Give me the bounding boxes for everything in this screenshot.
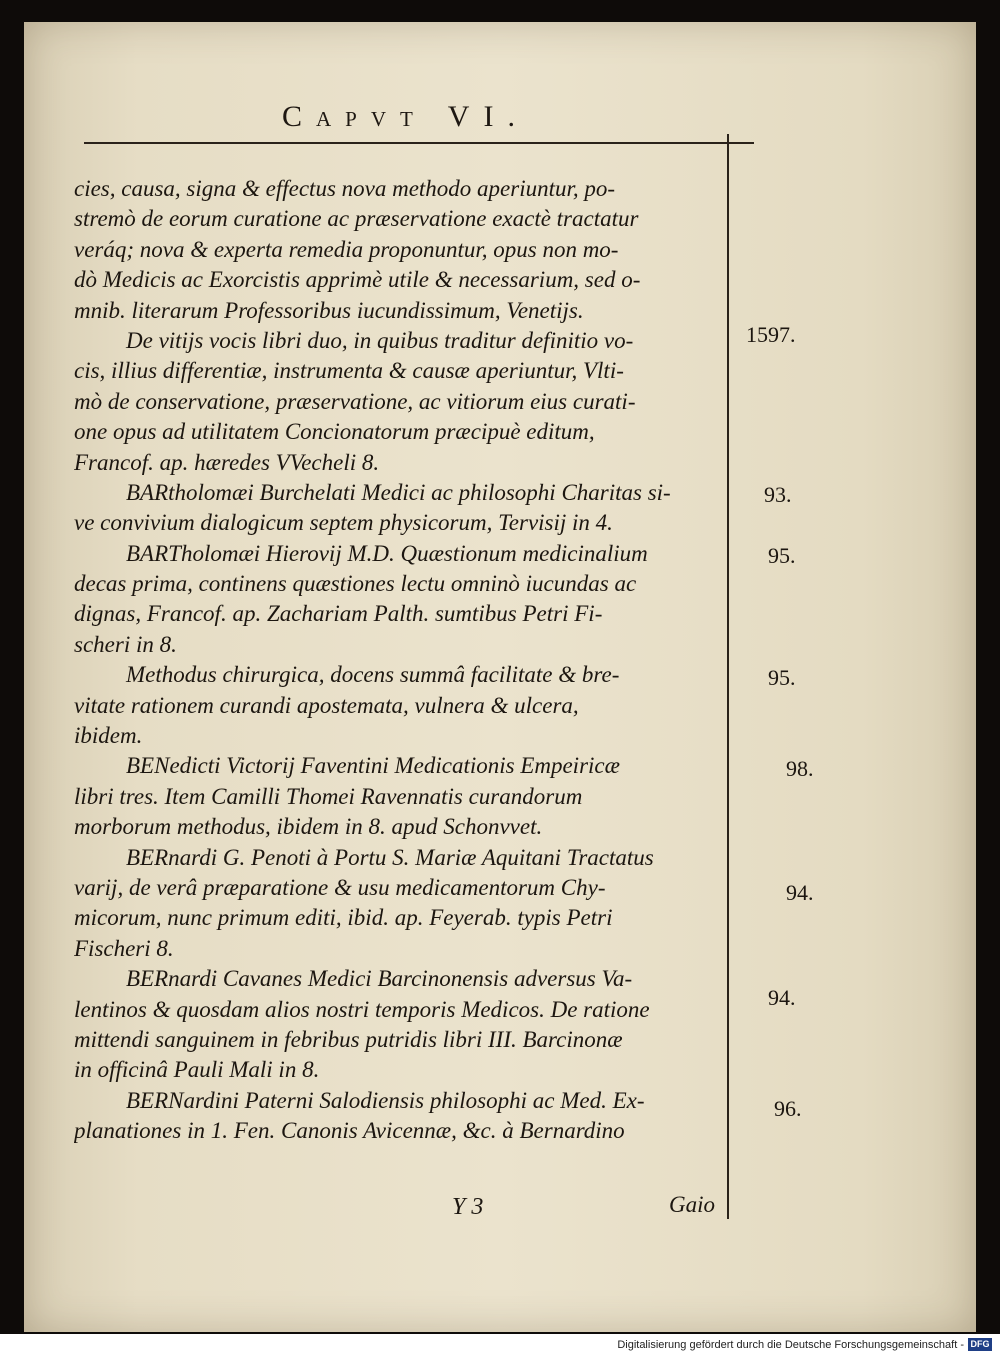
- text-line: cis, illius differentiæ, instrumenta & causæ aperiuntur, Vlti-: [74, 358, 624, 384]
- text-line: scheri in 8.: [74, 631, 177, 657]
- year-note: 96.: [774, 1096, 802, 1121]
- text-line: BERnardi Cavanes Medici Barcinonensis adversus Va-: [126, 966, 633, 992]
- catchword: Gaio: [669, 1192, 715, 1217]
- text-line: lentinos & quosdam alios nostri temporis Medicos. De ratione: [74, 996, 650, 1022]
- text-line: BARtholomæi Burchelati Medici ac philosophi Charitas si-: [126, 479, 671, 505]
- text-line: dignas, Francof. ap. Zachariam Palth. sumtibus Petri Fi-: [74, 601, 603, 627]
- dfg-logo: DFG: [968, 1338, 992, 1351]
- credit-text: Digitalisierung gefördert durch die Deutsche Forschungsgemeinschaft -: [617, 1339, 964, 1351]
- text-line: dò Medicis ac Exorcistis apprimè utile & necessarium, sed o-: [74, 267, 641, 293]
- page-header: Capvt VI.: [282, 100, 529, 133]
- text-line: BERNardini Paterni Salodiensis philosophi ac Med. Ex-: [126, 1087, 645, 1113]
- signature-mark: Y 3: [452, 1194, 484, 1220]
- text-line: planationes in 1. Fen. Canonis Avicennæ, &c. à Bernardino: [74, 1118, 625, 1144]
- text-line: cies, causa, signa & effectus nova methodo aperiuntur, po-: [74, 176, 616, 201]
- text-line: mittendi sanguinem in febribus putridis libri III. Barcinonæ: [74, 1026, 623, 1052]
- year-note: 94.: [768, 985, 796, 1010]
- text-line: BARTholomæi Hierovij M.D. Quæstionum medicinalium: [126, 540, 648, 566]
- text-line: libri tres. Item Camilli Thomei Ravennatis curandorum: [74, 783, 583, 809]
- year-note: 94.: [786, 880, 814, 905]
- text-line: Methodus chirurgica, docens summâ facilitate & bre-: [126, 662, 620, 688]
- text-line: mnib. literarum Professoribus iucundissimum, Venetijs.: [74, 297, 584, 323]
- text-line: morborum methodus, ibidem in 8. apud Schonvvet.: [74, 814, 543, 840]
- text-line: ibidem.: [74, 723, 143, 749]
- book-page: [24, 22, 976, 1332]
- header-rule: [84, 142, 754, 144]
- year-note: 95.: [768, 543, 796, 568]
- year-note: 95.: [768, 665, 796, 690]
- text-line: De vitijs vocis libri duo, in quibus traditur definitio vo-: [126, 327, 634, 353]
- text-line: BENedicti Victorij Faventini Medicationis Empeiricæ: [126, 753, 620, 779]
- text-line: in officinâ Pauli Mali in 8.: [74, 1057, 320, 1083]
- text-line: BERnardi G. Penoti à Portu S. Mariæ Aquitani Tractatus: [126, 844, 654, 870]
- year-note: 93.: [764, 482, 792, 507]
- text-line: stremò de eorum curatione ac præservatione exactè tractatur: [74, 206, 639, 232]
- text-line: decas prima, continens quæstiones lectu omninò iucundas ac: [74, 571, 637, 597]
- text-line: vitate rationem curandi apostemata, vulnera & ulcera,: [74, 692, 579, 718]
- year-note: 98.: [786, 756, 814, 781]
- text-line: Fischeri 8.: [74, 935, 174, 961]
- text-line: one opus ad utilitatem Concionatorum præcipuè editum,: [74, 419, 595, 445]
- text-line: Francof. ap. hæredes VVecheli 8.: [74, 449, 380, 475]
- text-line: veráq; nova & experta remedia proponuntur, opus non mo-: [74, 236, 619, 262]
- year-note: 1597.: [746, 322, 796, 347]
- page-body: [74, 174, 736, 1147]
- text-line: ve convivium dialogicum septem physicorum, Tervisij in 4.: [74, 510, 613, 536]
- text-line: mò de conservatione, præservatione, ac vitiorum eius curati-: [74, 388, 636, 414]
- text-line: varij, de verâ præparatione & usu medicamentorum Chy-: [74, 874, 606, 900]
- text-line: micorum, nunc primum editi, ibid. ap. Feyerab. typis Petri: [74, 905, 613, 931]
